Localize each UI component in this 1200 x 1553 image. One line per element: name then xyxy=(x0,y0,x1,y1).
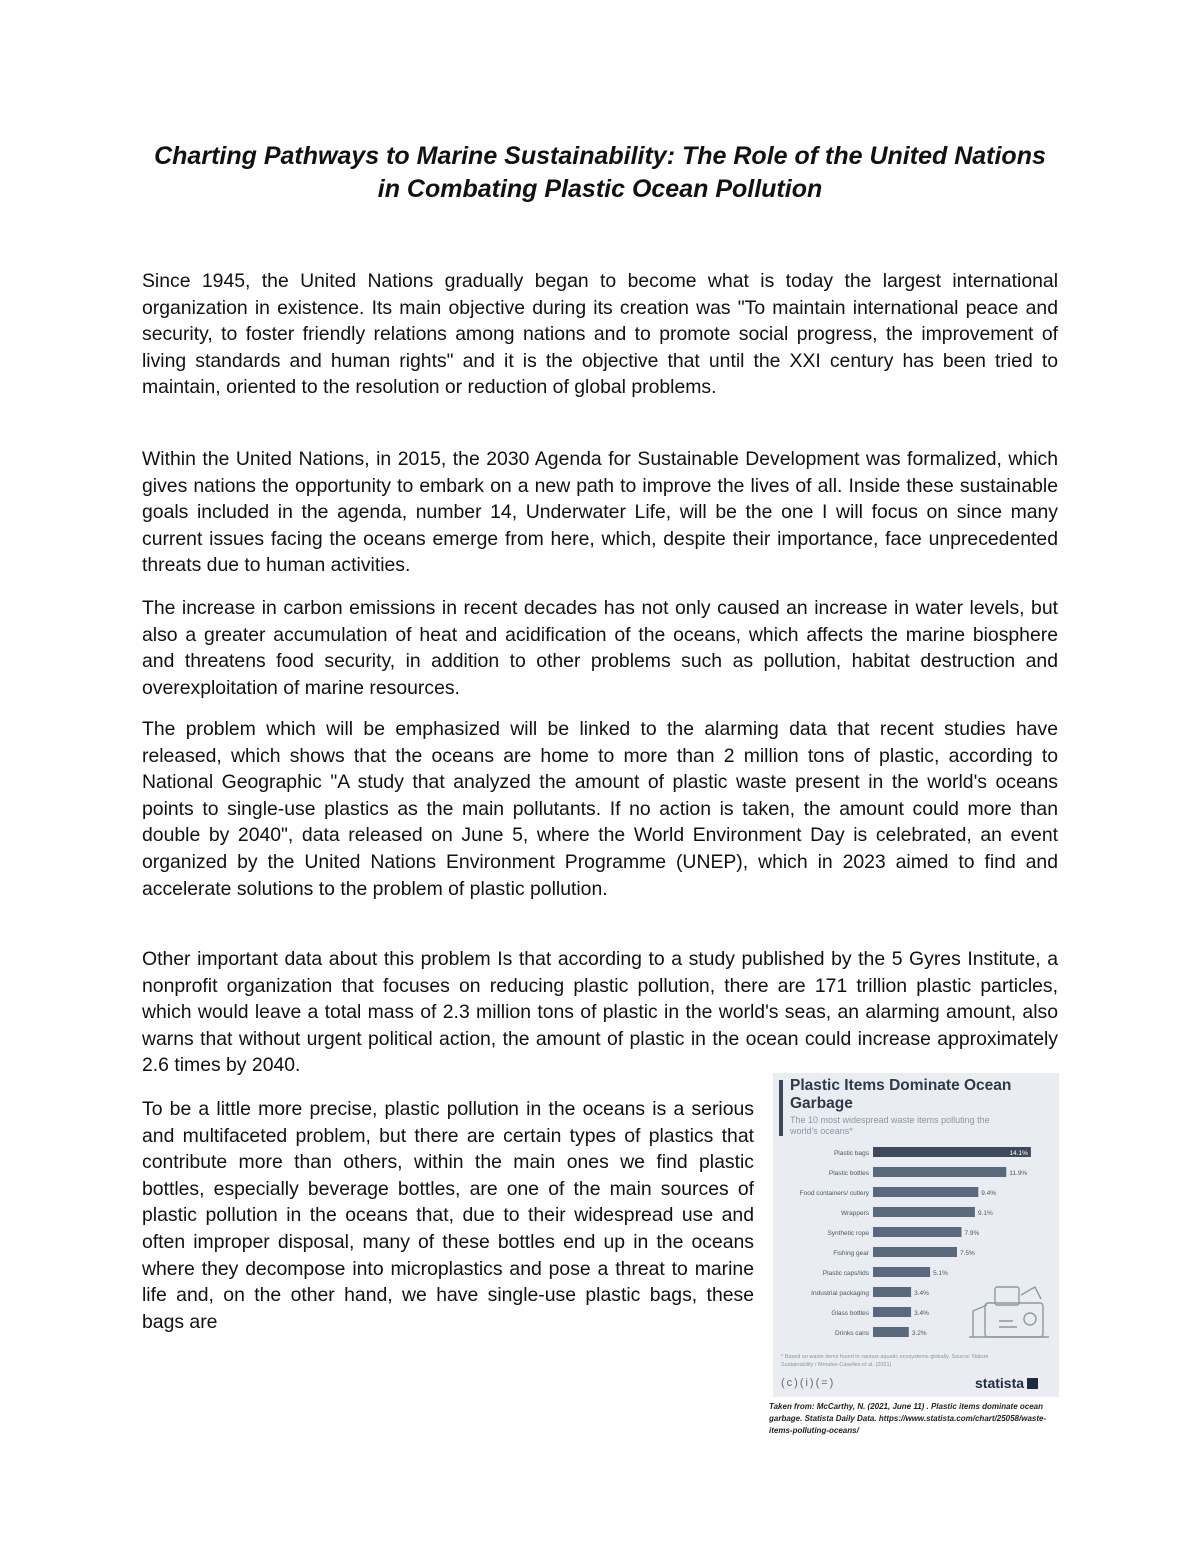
paragraph-4: The problem which will be emphasized will be linked to the alarming data that recent studies have released, which shows that the oceans are home to more than 2 million tons of plastic, according to National Geographic "A study that analyzed the amount of plastic waste present in the world's oceans points to single-use plastics as the main pollutants. If no action is taken, the amount could more than double by 2040", data released on June 5, where the World Environment Day is celebrated, an event organized by the United Nations Environment Programme (UNEP), which in 2023 aimed to find and accelerate solutions to the problem of plastic pollution. xyxy=(142,718,1058,900)
value-label: 9.1% xyxy=(977,1210,993,1217)
statista-logo-text: statista xyxy=(975,1375,1025,1391)
bar xyxy=(873,1187,978,1197)
category-label: Plastic caps/lids xyxy=(822,1270,869,1277)
category-label: Fishing gear xyxy=(833,1250,869,1257)
bar xyxy=(873,1307,911,1317)
figure-caption: Taken from: McCarthy, N. (2021, June 11) . Plastic items dominate ocean garbage. Statista Daily Data. https://www.statista.com/chart/25058/waste-items-polluting-oceans/ xyxy=(769,1402,1047,1435)
value-label: 3.2% xyxy=(911,1330,927,1337)
value-label: 3.4% xyxy=(914,1310,929,1317)
value-label: 3.4% xyxy=(914,1290,929,1297)
infographic-chart xyxy=(773,1073,1059,1397)
chart-title: Plastic Items Dominate Ocean Garbage xyxy=(790,1077,1012,1112)
value-label: 7.5% xyxy=(960,1250,975,1257)
bar xyxy=(873,1267,930,1277)
category-label: Food containers/ cutlery xyxy=(799,1190,869,1197)
value-label: 14.1% xyxy=(1009,1150,1028,1157)
value-label: 5.1% xyxy=(933,1270,948,1277)
category-label: Drinks cans xyxy=(835,1330,869,1337)
category-label: Plastic bags xyxy=(833,1150,869,1157)
chart-subtitle: The 10 most widespread waste items polluting the world's oceans* xyxy=(790,1115,990,1136)
creative-commons-icon: (c)(i)(=) xyxy=(781,1377,836,1389)
statista-mark-icon xyxy=(1027,1378,1038,1389)
paragraph-3: The increase in carbon emissions in recent decades has not only caused an increase in water levels, but also a greater accumulation of heat and acidification of the oceans, which affects the marine biosphere and threatens food security, in addition to other problems such as pollution, habitat destruction and overexploitation of marine resources. xyxy=(142,597,1058,699)
value-label: 9.4% xyxy=(981,1190,997,1197)
category-label: Plastic bottles xyxy=(828,1170,869,1177)
paragraph-1: Since 1945, the United Nations gradually began to become what is today the largest international organization in existence. Its main objective during its creation was "To maintain international peace and security, to foster friendly relations among nations and to promote social progress, the improvement of living standards and human rights" and it is the objective that until the XXI century has been tried to maintain, oriented to the resolution or reduction of global problems. xyxy=(142,270,1058,399)
value-label: 7.9% xyxy=(964,1230,980,1237)
category-label: Glass bottles xyxy=(831,1310,869,1317)
bar xyxy=(873,1147,1031,1157)
bar xyxy=(873,1287,911,1297)
paragraph-5: Other important data about this problem Is that according to a study published by the 5 Gyres Institute, a nonprofit organization that focuses on reducing plastic pollution, there are 171 trillion plastic particles, which would leave a total mass of 2.3 million tons of plastic in the world's seas, an alarming amount, also warns that without urgent political action, the amount of plastic in the ocean could increase approximately 2.6 times by 2040. xyxy=(142,948,1058,1077)
bar xyxy=(873,1167,1006,1177)
document-title: Charting Pathways to Marine Sustainability: The Role of the United Nations in Combating Plastic Ocean Pollution xyxy=(154,142,1046,203)
bar xyxy=(873,1207,975,1217)
category-label: Wrappers xyxy=(840,1210,869,1217)
bar xyxy=(873,1247,957,1257)
statista-logo xyxy=(975,1375,1038,1391)
value-label: 11.9% xyxy=(1009,1170,1028,1177)
category-label: Industrial packaging xyxy=(811,1290,869,1297)
category-label: Synthetic rope xyxy=(827,1230,869,1237)
chart-footnote: * Based on waste items found in various aquatic ecosystems globally. Source: Nature Sustainability / Morales-Caselles et al. (2021) xyxy=(781,1354,989,1368)
garbage-illustration-icon xyxy=(969,1287,1049,1337)
bar-chart xyxy=(773,1073,1059,1397)
bar xyxy=(873,1327,909,1337)
bar xyxy=(873,1227,962,1237)
paragraph-2: Within the United Nations, in 2015, the 2030 Agenda for Sustainable Development was formalized, which gives nations the opportunity to embark on a new path to improve the lives of all. Inside these sustainable goals included in the agenda, number 14, Underwater Life, will be the one I will focus on since many current issues facing the oceans emerge from here, which, despite their importance, face unprecedented threats due to human activities. xyxy=(142,448,1058,577)
paragraph-6: To be a little more precise, plastic pollution in the oceans is a serious and multifaceted problem, but there are certain types of plastics that contribute more than others, within the main ones we find plastic bottles, especially beverage bottles, are one of the main sources of plastic pollution in the oceans that, due to their widespread use and often improper disposal, many of these bottles end up in the oceans where they decompose into microplastics and pose a threat to marine life and, on the other hand, we have single-use plastic bags, these bags are xyxy=(142,1098,754,1333)
